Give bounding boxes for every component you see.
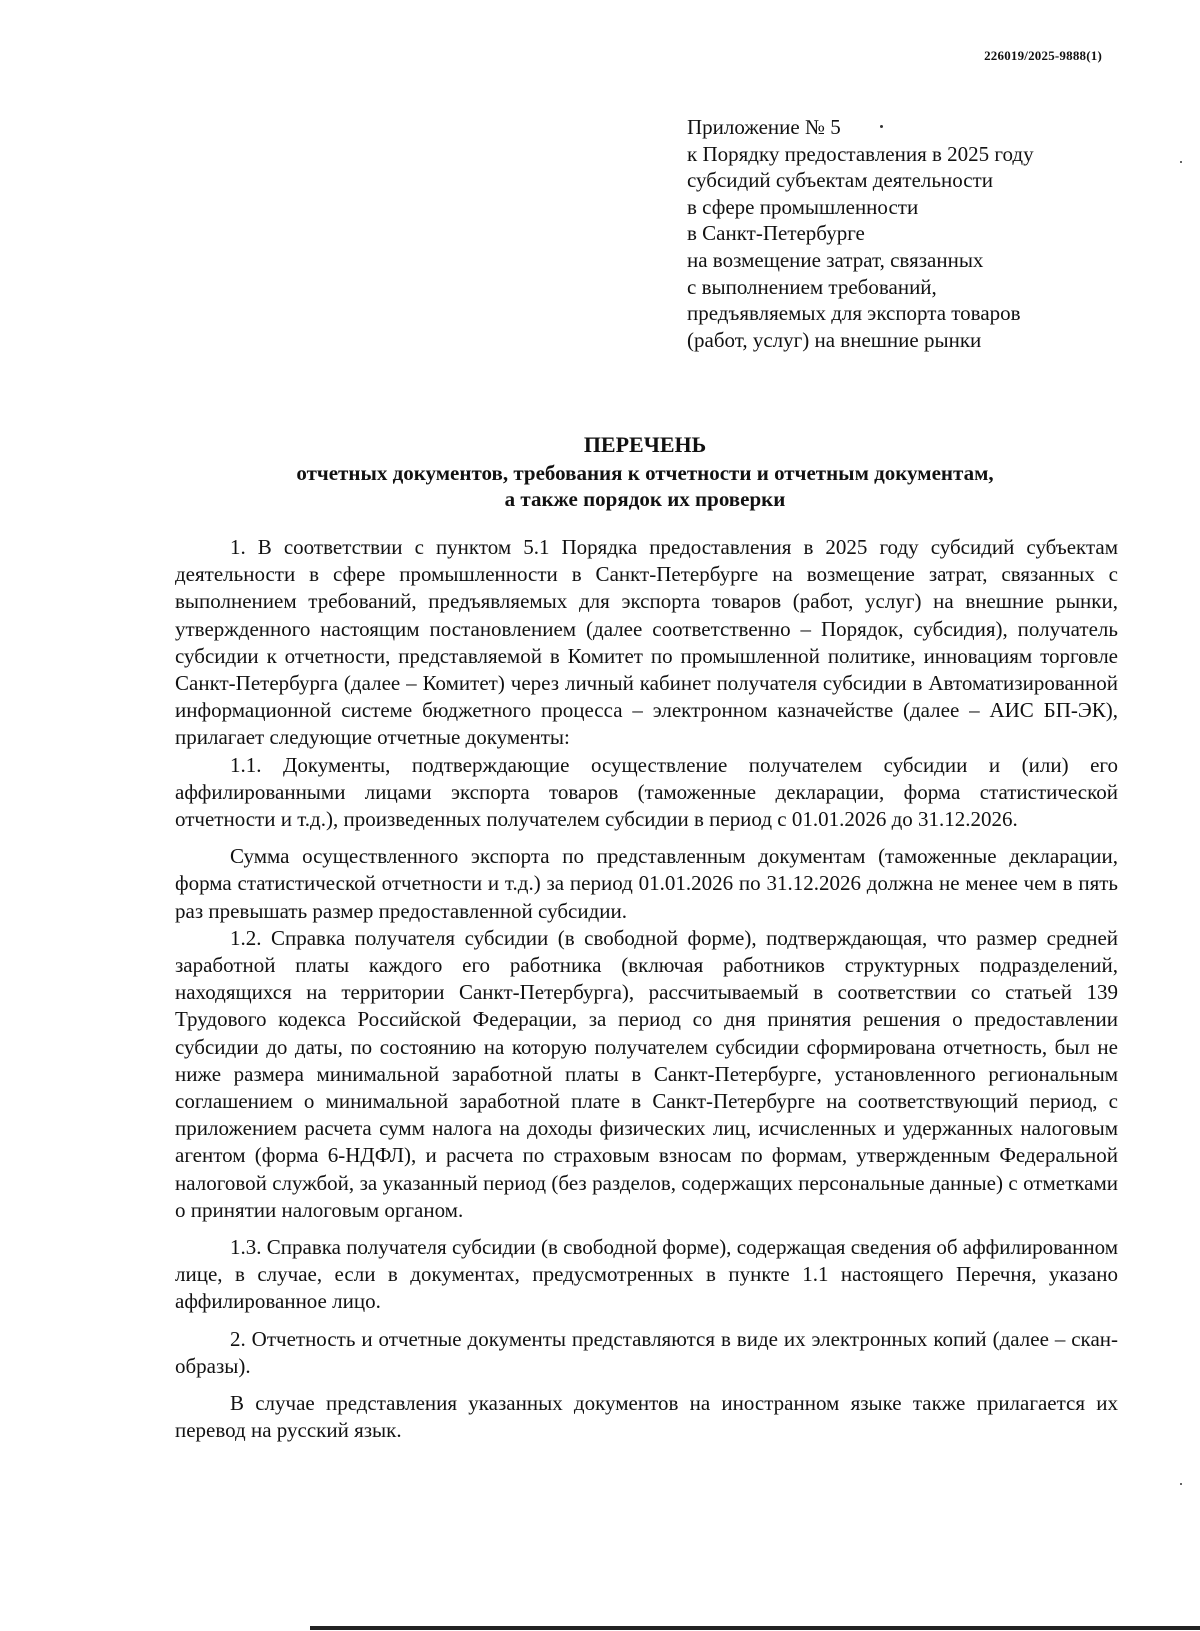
appendix-line: предъявляемых для экспорта товаров bbox=[687, 301, 1021, 326]
appendix-line: (работ, услуг) на внешние рынки bbox=[687, 327, 982, 352]
document-subtitle-line: а также порядок их проверки bbox=[504, 487, 786, 511]
appendix-line: на возмещение затрат, связанных bbox=[687, 247, 984, 272]
scan-bottom-edge bbox=[310, 1626, 1200, 1630]
paragraph-2: 2. Отчетность и отчетные документы представляются в виде их электронных копий (далее – скан-образы). bbox=[175, 1326, 1118, 1378]
appendix-line: субсидий субъектам деятельности bbox=[687, 168, 993, 193]
appendix-line: с выполнением требований, bbox=[687, 274, 937, 299]
paragraph-1: 1. В соответствии с пунктом 5.1 Порядка предоставления в 2025 году субсидий субъектам деятельности в сфере промышленности в Санкт-Петербурге на возмещение затрат, связанных с выполнением требований, предъявляемых для экспорта товаров (работ, услуг) на внешние рынки, утвержденного настоящим постановлением (далее соответственно – Порядок, субсидия), получатель субсидии к отчетности, представляемой в Комитет по промышленной политике, инновациям торговле Санкт-Петербурга (далее – Комитет) через личный кабинет получателя субсидии в Автоматизированной информационной системе бюджетного процесса – электронном казначействе (далее – АИС БП-ЭК), прилагает следующие отчетные документы: bbox=[175, 535, 1118, 750]
paragraph-export-sum: Сумма осуществленного экспорта по представленным документам (таможенные декларации, форма статистической отчетности и т.д.) за период 01.01.2026 по 31.12.2026 должна не менее чем в пять раз превышать размер предоставленной субсидии. bbox=[175, 844, 1118, 923]
scan-artifact bbox=[880, 125, 883, 128]
appendix-line: Приложение № 5 bbox=[687, 115, 841, 139]
document-title-block bbox=[180, 432, 1110, 512]
appendix-header bbox=[687, 114, 1107, 353]
document-subtitle-line: отчетных документов, требования к отчетности и отчетным документам, bbox=[296, 461, 994, 485]
paragraph-foreign-language: В случае представления указанных документов на иностранном языке также прилагается их перевод на русский язык. bbox=[175, 1391, 1118, 1443]
scan-artifact bbox=[1180, 1483, 1182, 1485]
scan-artifact bbox=[1180, 161, 1182, 163]
paragraph-1-3: 1.3. Справка получателя субсидии (в свободной форме), содержащая сведения об аффилированном лице, в случае, если в документах, предусмотренных в пункте 1.1 настоящего Перечня, указано аффилированное лицо. bbox=[175, 1235, 1118, 1314]
appendix-line: в Санкт-Петербурге bbox=[687, 221, 865, 246]
document-registration-number: 226019/2025-9888(1) bbox=[984, 48, 1102, 63]
document-title: ПЕРЕЧЕНЬ bbox=[583, 432, 707, 457]
appendix-line: к Порядку предоставления в 2025 году bbox=[687, 141, 1034, 166]
paragraph-1-2: 1.2. Справка получателя субсидии (в свободной форме), подтверждающая, что размер средней заработной платы каждого его работника (включая работников структурных подразделений, находящихся на территории Санкт-Петербурга), рассчитываемый в соответствии со статьей 139 Трудового кодекса Российской Федерации, за период со дня принятия решения о предоставлении субсидии до даты, по состоянию на которую получателем субсидии сформирована отчетность, был не ниже размера минимальной заработной платы в Санкт-Петербурге, установленного региональным соглашением о минимальной заработной плате в Санкт-Петербурге на соответствующий период, с приложением расчета сумм налога на доходы физических лиц, исчисленных и удержанных налоговым агентом (форма 6-НДФЛ), и расчета по страховым взносам по формам, утвержденным Федеральной налоговой службой, за указанный период (без разделов, содержащих персональные данные) с отметками о принятии налоговым органом. bbox=[175, 925, 1118, 1222]
appendix-line: в сфере промышленности bbox=[687, 194, 919, 219]
paragraph-1-1: 1.1. Документы, подтверждающие осуществление получателем субсидии и (или) его аффилированными лицами экспорта товаров (таможенные декларации, форма статистической отчетности и т.д.), произведенных получателем субсидии в период с 01.01.2026 до 31.12.2026. bbox=[175, 752, 1118, 832]
document-body bbox=[175, 534, 1118, 1445]
